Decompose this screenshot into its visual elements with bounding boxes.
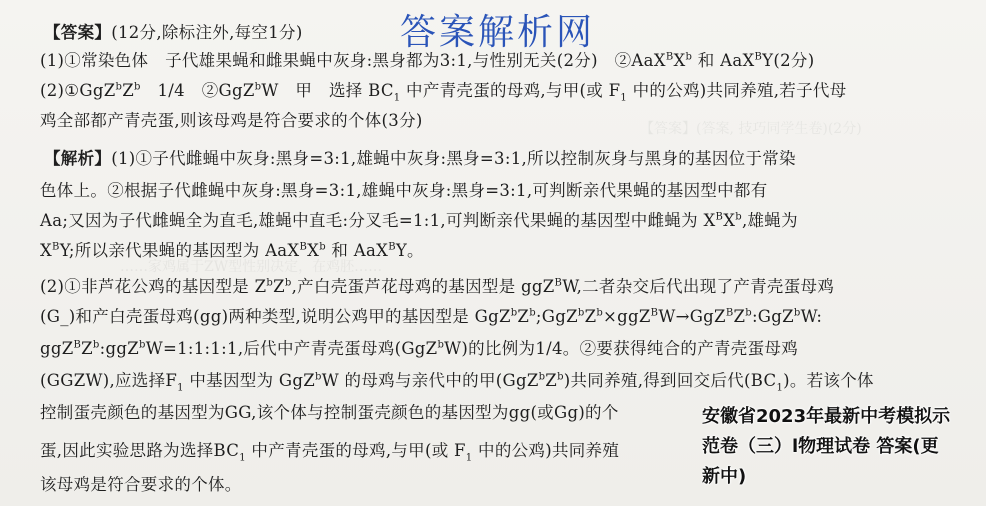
analysis-line-1: 【解析】(1)①子代雌蝇中灰身:黑身=3:1,雄蝇中灰身:黑身=3:1,所以控制灰身与黑身的基因位于常染 [44,149,796,168]
analysis-line-7: $ggZ^BZ^b:ggZ^bW=1:1:1:1$,后代中产青壳蛋母鸡(GgZ$^b$W)的比例为1/4。②要获得纯合的产青壳蛋母鸡 [40,339,798,358]
answer-line-2: $(2)①GgZ^bZ^b$ 1/4 ②GgZ$^b$W 甲 选择 $BC_1$ 中产青壳蛋的母鸡,与甲(或 $F_1$ 中的公鸡)共同养殖,若子代母 [40,81,847,104]
analysis-line-8: (GGZW),应选择$F_1$ 中基因型为 GgZ$^b$W 的母鸡与亲代中的甲$(GgZ^bZ^b)$共同养殖,得到回交后代$(BC_1)$。若该个体 [40,371,874,394]
analysis-line-4: $X^BY$;所以亲代果蝇的基因型为 $AaX^BX^b$ 和 AaX$^B$Y。 [40,241,424,260]
overlay-caption-line-1: 安徽省2023年最新中考模拟示 [702,406,951,427]
answer-heading-line [44,22,972,44]
answer-intro: (12分,除标注外,每空1分) [111,23,303,42]
bleed-through-text: ……家鸡属于ZW型性别决定，在鸡胚…… [120,259,383,275]
overlay-caption [702,402,984,492]
analysis-label: 【解析】 [44,149,112,168]
analysis-line-11: 该母鸡是符合要求的个体。 [40,475,242,494]
overlay-caption-line-2: 范卷（三）l物理试卷 答案(更 [702,436,939,457]
analysis-line-5: (2)①非芦花公鸡的基因型是 $Z^bZ^b$,产白壳蛋芦花母鸡的基因型是 ggZ$^B$W,二者杂交后代出现了产青壳蛋母鸡 [40,277,835,296]
overlay-caption-line-3: 新中) [702,466,747,487]
analysis-line-3: Aa;又因为子代雌蝇全为直毛,雄蝇中直毛:分叉毛=1:1,可判断亲代果蝇的基因型中雌蝇为 $X^BX^b$,雄蝇为 [40,211,798,230]
analysis-line-2: 色体上。②根据子代雌蝇中灰身:黑身=3:1,雄蝇中灰身:黑身=3:1,可判断亲代果蝇的基因型中都有 [40,181,768,200]
answer-line-1: (1)①常染色体 子代雄果蝇和雌果蝇中灰身:黑身都为3:1,与性别无关(2分) $②AaX^BX^b$ 和 AaX$^B$Y(2分) [40,51,815,70]
bleed-through-text: 【答案】(答案, 技巧同学生卷)(2分) [640,121,862,137]
answer-line-3: 鸡全部都产青壳蛋,则该母鸡是符合要求的个体(3分) [40,111,423,130]
watermark: 答案解析网 [400,12,596,53]
analysis-line-6: (G_)和产白壳蛋母鸡(gg)两种类型,说明公鸡甲的基因型是 $GgZ^bZ^b;GgZ^bZ^b\times ggZ^BW\to GgZ^BZ^b:GgZ^bW$: [40,307,823,326]
analysis-line-9: 控制蛋壳颜色的基因型为GG,该个体与控制蛋壳颜色的基因型为gg(或Gg)的个 [40,403,619,422]
analysis-line-10: 蛋,因此实验思路为选择$BC_1$ 中产青壳蛋的母鸡,与甲(或 $F_1$ 中的公鸡)共同养殖 [40,441,620,464]
answer-label: 【答案】 [44,23,112,42]
